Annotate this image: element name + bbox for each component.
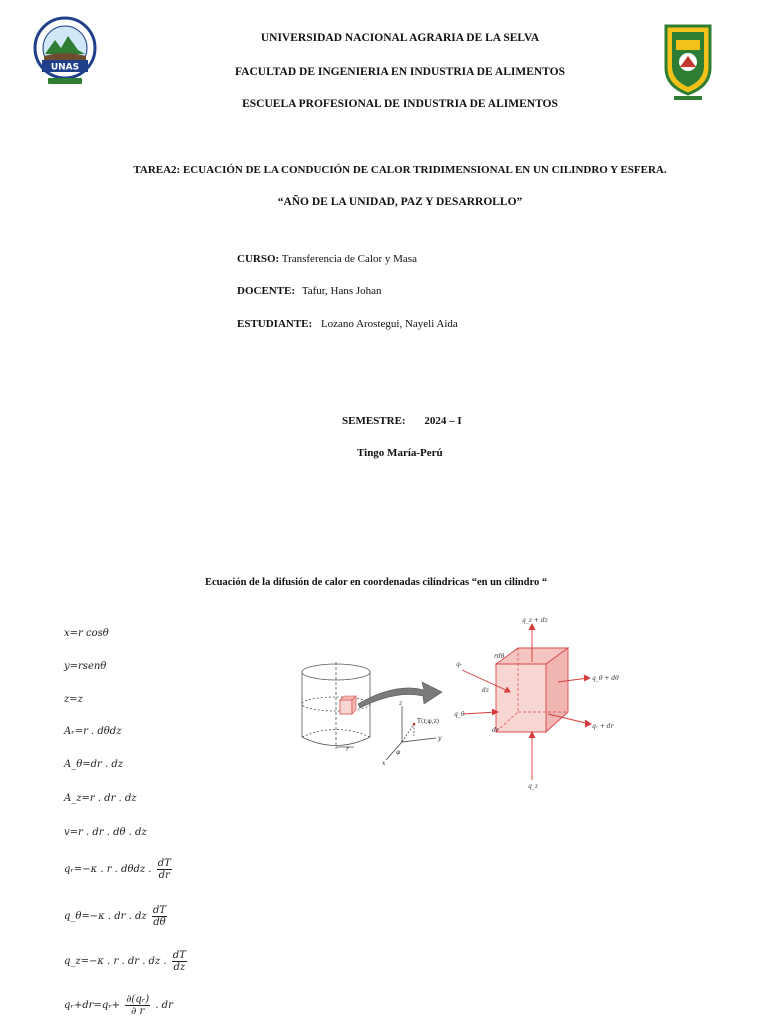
eq-x: x=r cosθ bbox=[64, 628, 109, 639]
label-dr: dr bbox=[492, 727, 499, 734]
year-motto: “AÑO DE LA UNIDAD, PAZ Y DESARROLLO” bbox=[277, 196, 523, 208]
teacher-label: DOCENTE: bbox=[237, 285, 296, 297]
left-logo-text: UNAS bbox=[50, 62, 80, 73]
eq-heat-theta-fraction bbox=[152, 905, 167, 928]
cylinder-element-diagram bbox=[296, 612, 626, 792]
student-value: Lozano Arostegui, Nayeli Aida bbox=[320, 318, 458, 330]
label-qr: qᵣ bbox=[456, 661, 462, 668]
teacher-value: Tafur, Hans Johan bbox=[301, 285, 382, 297]
eq-heat-r-lhs: qᵣ=−κ . r . dθdz . bbox=[64, 864, 152, 875]
faculty-name: FACULTAD DE INGENIERIA EN INDUSTRIA DE ALIMENTOS bbox=[235, 66, 565, 78]
eq-area-theta: A_θ=dr . dz bbox=[64, 759, 124, 770]
eq-heat-r bbox=[64, 858, 174, 881]
label-axis-y: y bbox=[438, 735, 442, 742]
label-qtheta-dtheta: q_θ + dθ bbox=[592, 675, 619, 682]
small-volume-element bbox=[340, 696, 356, 714]
eq-heat-r-num: dT bbox=[157, 858, 171, 869]
eq-heat-z-num: dT bbox=[172, 950, 186, 961]
school-name: ESCUELA PROFESIONAL DE INDUSTRIA DE ALIMENTOS bbox=[242, 98, 558, 110]
eq-heat-r-dr-num: ∂(qᵣ) bbox=[126, 994, 150, 1005]
eq-heat-r-dr-lhs: qᵣ+dr=qᵣ+ bbox=[64, 1000, 121, 1011]
label-qtheta: q_θ bbox=[454, 711, 465, 718]
label-r-small: r bbox=[346, 746, 349, 753]
semester-label: SEMESTRE: bbox=[342, 415, 406, 427]
label-axis-z: z bbox=[399, 700, 403, 707]
eq-volume: v=r . dr . dθ . dz bbox=[64, 827, 147, 838]
course-field bbox=[237, 253, 417, 265]
teacher-field bbox=[237, 285, 382, 297]
eq-heat-z-den: dz bbox=[173, 962, 186, 973]
eq-heat-z-fraction bbox=[172, 950, 187, 973]
point-marker bbox=[413, 723, 416, 726]
eq-heat-r-dr-den: ∂ r bbox=[131, 1006, 145, 1017]
course-value: Transferencia de Calor y Masa bbox=[281, 253, 417, 265]
eq-area-z: A_z=r . dr . dz bbox=[64, 793, 137, 804]
eq-heat-theta-num: dT bbox=[152, 905, 166, 916]
label-qz-dz: q_z + dz bbox=[522, 617, 548, 624]
university-logo-left bbox=[30, 14, 100, 92]
label-r-dtheta: rdθ bbox=[494, 653, 505, 660]
eq-heat-r-dr-tail: . dr bbox=[155, 1000, 173, 1011]
label-phi: φ bbox=[396, 749, 401, 756]
university-name: UNIVERSIDAD NACIONAL AGRARIA DE LA SELVA bbox=[260, 32, 540, 44]
eq-heat-theta-den: dθ bbox=[153, 917, 166, 928]
label-dz: dz bbox=[482, 687, 490, 694]
semester-line bbox=[342, 415, 462, 427]
eq-heat-r-dr bbox=[64, 994, 173, 1017]
eq-heat-r-den: dr bbox=[158, 870, 170, 881]
section-heading: Ecuación de la difusión de calor en coordenadas cilíndricas “en un cilindro “ bbox=[205, 577, 548, 588]
eq-heat-theta-lhs: q_θ=−κ . dr . dz bbox=[64, 911, 147, 922]
eq-heat-r-fraction bbox=[157, 858, 172, 881]
eq-heat-theta bbox=[64, 905, 169, 928]
semester-value: 2024 – I bbox=[424, 415, 462, 427]
place: Tingo María-Perú bbox=[357, 447, 443, 459]
eq-z: z=z bbox=[64, 694, 83, 705]
label-qz: q_z bbox=[528, 783, 539, 790]
label-point: T(r,φ,z) bbox=[417, 718, 440, 725]
label-qr-dr: qᵣ + dr bbox=[592, 723, 614, 730]
assignment-title: TAREA2: ECUACIÓN DE LA CONDUCIÓN DE CALOR TRIDIMENSIONAL EN UN CILINDRO Y ESFERA. bbox=[133, 164, 667, 176]
eq-heat-z bbox=[64, 950, 189, 973]
student-field bbox=[237, 318, 458, 330]
label-axis-x: x bbox=[382, 760, 386, 767]
eq-heat-r-dr-fraction bbox=[125, 994, 150, 1017]
student-label: ESTUDIANTE: bbox=[237, 318, 313, 330]
eq-y: y=rsenθ bbox=[64, 661, 107, 672]
eq-heat-z-lhs: q_z=−κ . r . dr . dz . bbox=[64, 956, 167, 967]
eq-area-r: Aᵣ=r . dθdz bbox=[64, 726, 122, 737]
coordinate-axes bbox=[386, 706, 436, 760]
course-label: CURSO: bbox=[237, 253, 280, 265]
